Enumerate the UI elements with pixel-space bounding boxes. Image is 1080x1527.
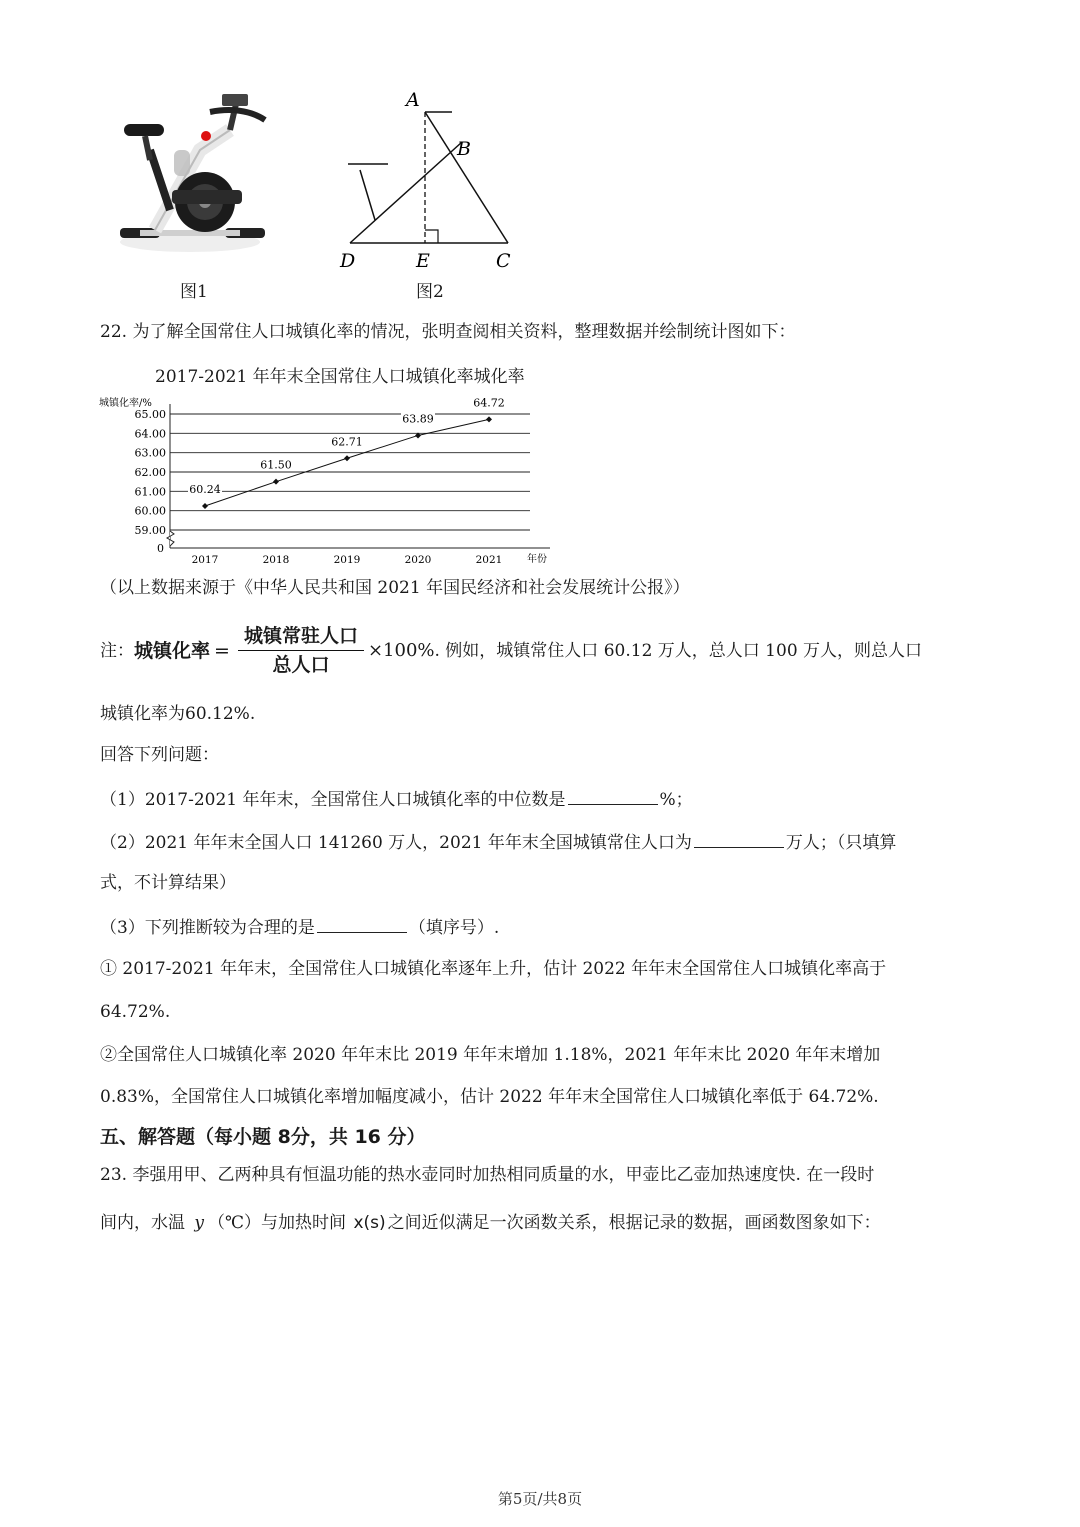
data-point	[344, 455, 350, 461]
note-suffix: . 例如，城镇常住人口 60.12 万人，总人口 100 万人，则总人口	[434, 640, 923, 661]
chart-xlabel: 年份	[527, 554, 547, 565]
option1-line1: ① 2017-2021 年年末，全国常住人口城镇化率逐年上升，估计 2022 年年末全国常住人口城镇化率高于	[100, 959, 887, 979]
x-tick-label: 2018	[262, 554, 290, 566]
part1-unit: %；	[659, 790, 693, 810]
y-tick-label: 63.00	[134, 446, 166, 460]
page-number: 第5页/共8页	[497, 1490, 583, 1508]
part2-answer-blank[interactable]	[694, 829, 784, 848]
note-prefix: 注：	[100, 640, 134, 661]
x-tick-label: 2017	[191, 554, 219, 566]
part1-text: （1）2017-2021 年年末，全国常住人口城镇化率的中位数是	[100, 790, 566, 810]
y-tick-label: 64.00	[134, 427, 166, 441]
y-tick-label: 60.00	[134, 504, 166, 518]
x-tick-label: 2019	[333, 554, 361, 566]
q23-line2	[100, 1211, 881, 1235]
label-c: C	[496, 250, 511, 272]
y-zero-label: 0	[157, 542, 164, 555]
option2-line2: 0.83%，全国常住人口城镇化率增加幅度减小，估计 2022 年年末全国常住人口城镇化率低于 64.72%.	[100, 1087, 879, 1107]
urbanization-line-chart	[95, 392, 565, 570]
segment-ac	[425, 112, 508, 243]
note-lhs: 城镇化率	[134, 639, 211, 662]
chart-ylabel: 城镇化率/%	[99, 398, 152, 409]
q23-text-c: 之间近似满足一次函数关系，根据记录的数据，画函数图象如下：	[387, 1213, 881, 1233]
note-line2: 城镇化率为60.12%.	[100, 704, 256, 724]
note-numerator: 城镇常驻人口	[238, 624, 364, 651]
q22-source: （以上数据来源于《中华人民共和国 2021 年国民经济和社会发展统计公报》）	[100, 578, 690, 598]
option2-line1: ②全国常住人口城镇化率 2020 年年末比 2019 年年末增加 1.18%，2021 年年末比 2020 年年末增加	[100, 1045, 881, 1065]
part2-line2: 式，不计算结果）	[100, 873, 236, 893]
fig1-caption: 图1	[180, 282, 208, 302]
y-tick-label: 59.00	[134, 524, 166, 537]
note-eq: =	[214, 639, 230, 662]
data-value-label: 62.71	[331, 435, 363, 449]
y-tick-label: 62.00	[134, 466, 166, 479]
data-point	[202, 503, 208, 509]
label-a: A	[406, 89, 420, 111]
part2-unit: 万人；（只填算	[785, 833, 897, 853]
part2-text: （2）2021 年年末全国人口 141260 万人，2021 年年末全国城镇常住人口为	[100, 833, 692, 853]
data-point	[486, 416, 492, 422]
data-value-label: 60.24	[189, 483, 221, 497]
seat-post-line	[360, 170, 375, 220]
x-tick-label: 2020	[404, 554, 432, 566]
var-y: y	[194, 1213, 205, 1233]
part1-answer-blank[interactable]	[568, 786, 658, 805]
note-fraction	[238, 624, 364, 677]
chart-title: 2017-2021 年年末全国常住人口城镇化率城化率	[155, 367, 525, 387]
q22-part2	[100, 829, 896, 855]
label-e: E	[416, 250, 430, 272]
data-value-label: 63.89	[402, 412, 434, 426]
x-tick-label: 2021	[475, 554, 503, 566]
label-b: B	[457, 138, 471, 160]
label-d: D	[340, 250, 356, 272]
q22-note	[100, 624, 922, 677]
exercise-bike-image	[110, 90, 275, 265]
fig2-caption: 图2	[416, 282, 444, 302]
q22-intro: 22. 为了解全国常住人口城镇化率的情况，张明查阅相关资料，整理数据并绘制统计图如下：	[100, 322, 796, 342]
part3-answer-blank[interactable]	[317, 914, 407, 933]
part3-suffix: （填序号）.	[408, 918, 500, 938]
data-point	[273, 479, 279, 485]
y-tick-label: 65.00	[134, 408, 166, 421]
q23-line1: 23. 李强用甲、乙两种具有恒温功能的热水壶同时加热相同质量的水，甲壶比乙壶加热速度快. 在一段时	[100, 1165, 875, 1185]
data-value-label: 64.72	[473, 396, 505, 410]
series-line	[205, 419, 489, 506]
var-x: x(s)	[353, 1213, 386, 1233]
q22-part1	[100, 786, 693, 812]
answer-prompt: 回答下列问题：	[100, 745, 219, 765]
y-tick-label: 61.00	[134, 485, 166, 499]
part3-text: （3）下列推断较为合理的是	[100, 918, 315, 938]
q23-text-b: （℃）与加热时间	[208, 1213, 347, 1233]
note-mult: ×100%	[367, 639, 435, 661]
geometry-diagram	[330, 80, 530, 275]
right-angle-mark	[425, 230, 438, 243]
q22-part3	[100, 914, 499, 940]
option1-line2: 64.72%.	[100, 1002, 171, 1022]
note-denominator: 总人口	[272, 654, 330, 676]
data-value-label: 61.50	[260, 458, 292, 472]
section5-title: 五、解答题（每小题 8分，共 16 分）	[100, 1126, 426, 1148]
q23-text-a: 间内，水温	[100, 1213, 185, 1233]
